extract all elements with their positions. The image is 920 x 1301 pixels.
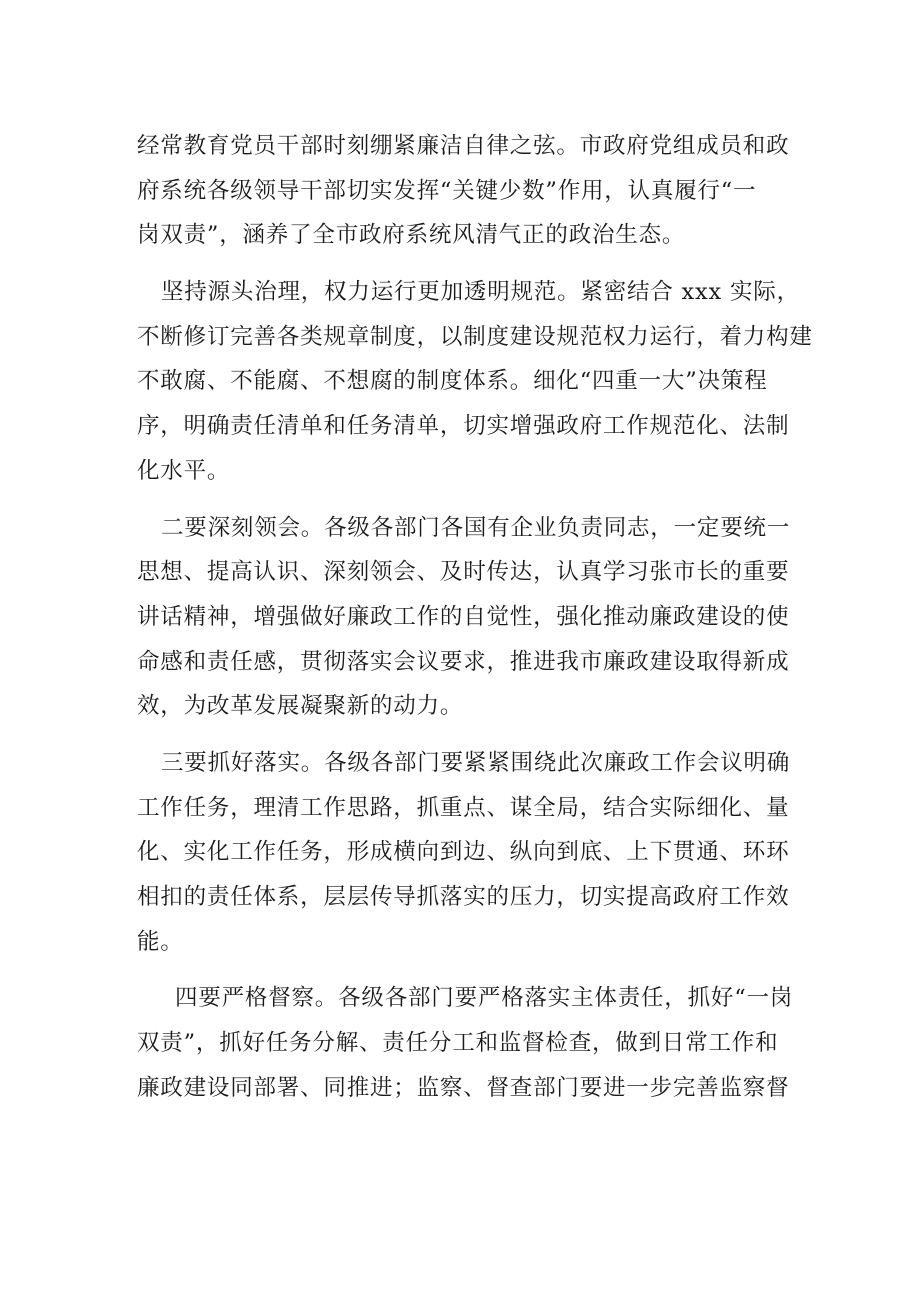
paragraph-2-line-2: 不断修订完善各类规章制度，以制度建设规范权力运行，着力构建: [137, 323, 813, 350]
paragraph-1-line-2: 府系统各级领导干部切实发挥“关键少数”作用，认真履行“一: [137, 177, 757, 204]
paragraph-3-line-4: 命感和责任感，贯彻落实会议要求，推进我市廉政建设取得新成: [137, 648, 790, 675]
paragraph-2-line-3: 不敢腐、不能腐、不想腐的制度体系。细化“四重一大”决策程: [137, 368, 768, 395]
paragraph-3-line-3: 讲话精神，增强做好廉政工作的自觉性，强化推动廉政建设的使: [137, 603, 790, 630]
paragraph-5-line-3: 廉政建设同部署、同推进；监察、督查部门要进一步完善监察督: [137, 1074, 790, 1101]
paragraph-gap: [137, 729, 797, 741]
paragraph-2-line-4: 序，明确责任清单和任务清单，切实增强政府工作规范化、法制: [137, 413, 790, 440]
paragraph-2-line-1: 坚持源头治理，权力运行更加透明规范。紧密结合 xxx 实际，: [161, 279, 800, 306]
paragraph-2-line-5: 化水平。: [137, 457, 231, 484]
paragraph-3-line-1: 二要深刻领会。各级各部门各国有企业负责同志，一定要统一: [161, 514, 791, 541]
paragraph-3-line-5: 效，为改革发展凝聚新的动力。: [137, 693, 464, 720]
paragraph-4-line-5: 能。: [137, 928, 184, 955]
paragraph-4-line-1: 三要抓好落实。各级各部门要紧紧围绕此次廉政工作会议明确: [161, 749, 791, 776]
paragraph-gap: [137, 964, 797, 976]
paragraph-4-line-2: 工作任务，理清工作思路，抓重点、谋全局，结合实际细化、量: [137, 794, 790, 821]
document-body: [137, 124, 813, 1110]
paragraph-4-line-4: 相扣的责任体系，层层传导抓落实的压力，切实提高政府工作效: [137, 884, 790, 910]
paragraph-1-line-1: 经常教育党员干部时刻绷紧廉洁自律之弦。市政府党组成员和政: [137, 133, 790, 159]
paragraph-3-line-2: 思想、提高认识、深刻领会、及时传达，认真学习张市长的重要: [137, 559, 790, 586]
paragraph-1-line-3: 岗双责”，涵养了全市政府系统风清气正的政治生态。: [137, 222, 686, 249]
paragraph-5-line-2: 双责”，抓好任务分解、责任分工和监督检查，做到日常工作和: [137, 1030, 779, 1057]
paragraph-gap: [137, 258, 797, 270]
paragraph-4-line-3: 化、实化工作任务，形成横向到边、纵向到底、上下贯通、环环: [137, 839, 790, 866]
paragraph-gap: [137, 494, 797, 506]
paragraph-5-line-1: 四要严格督察。各级各部门要严格落实主体责任，抓好“一岗: [175, 985, 794, 1012]
